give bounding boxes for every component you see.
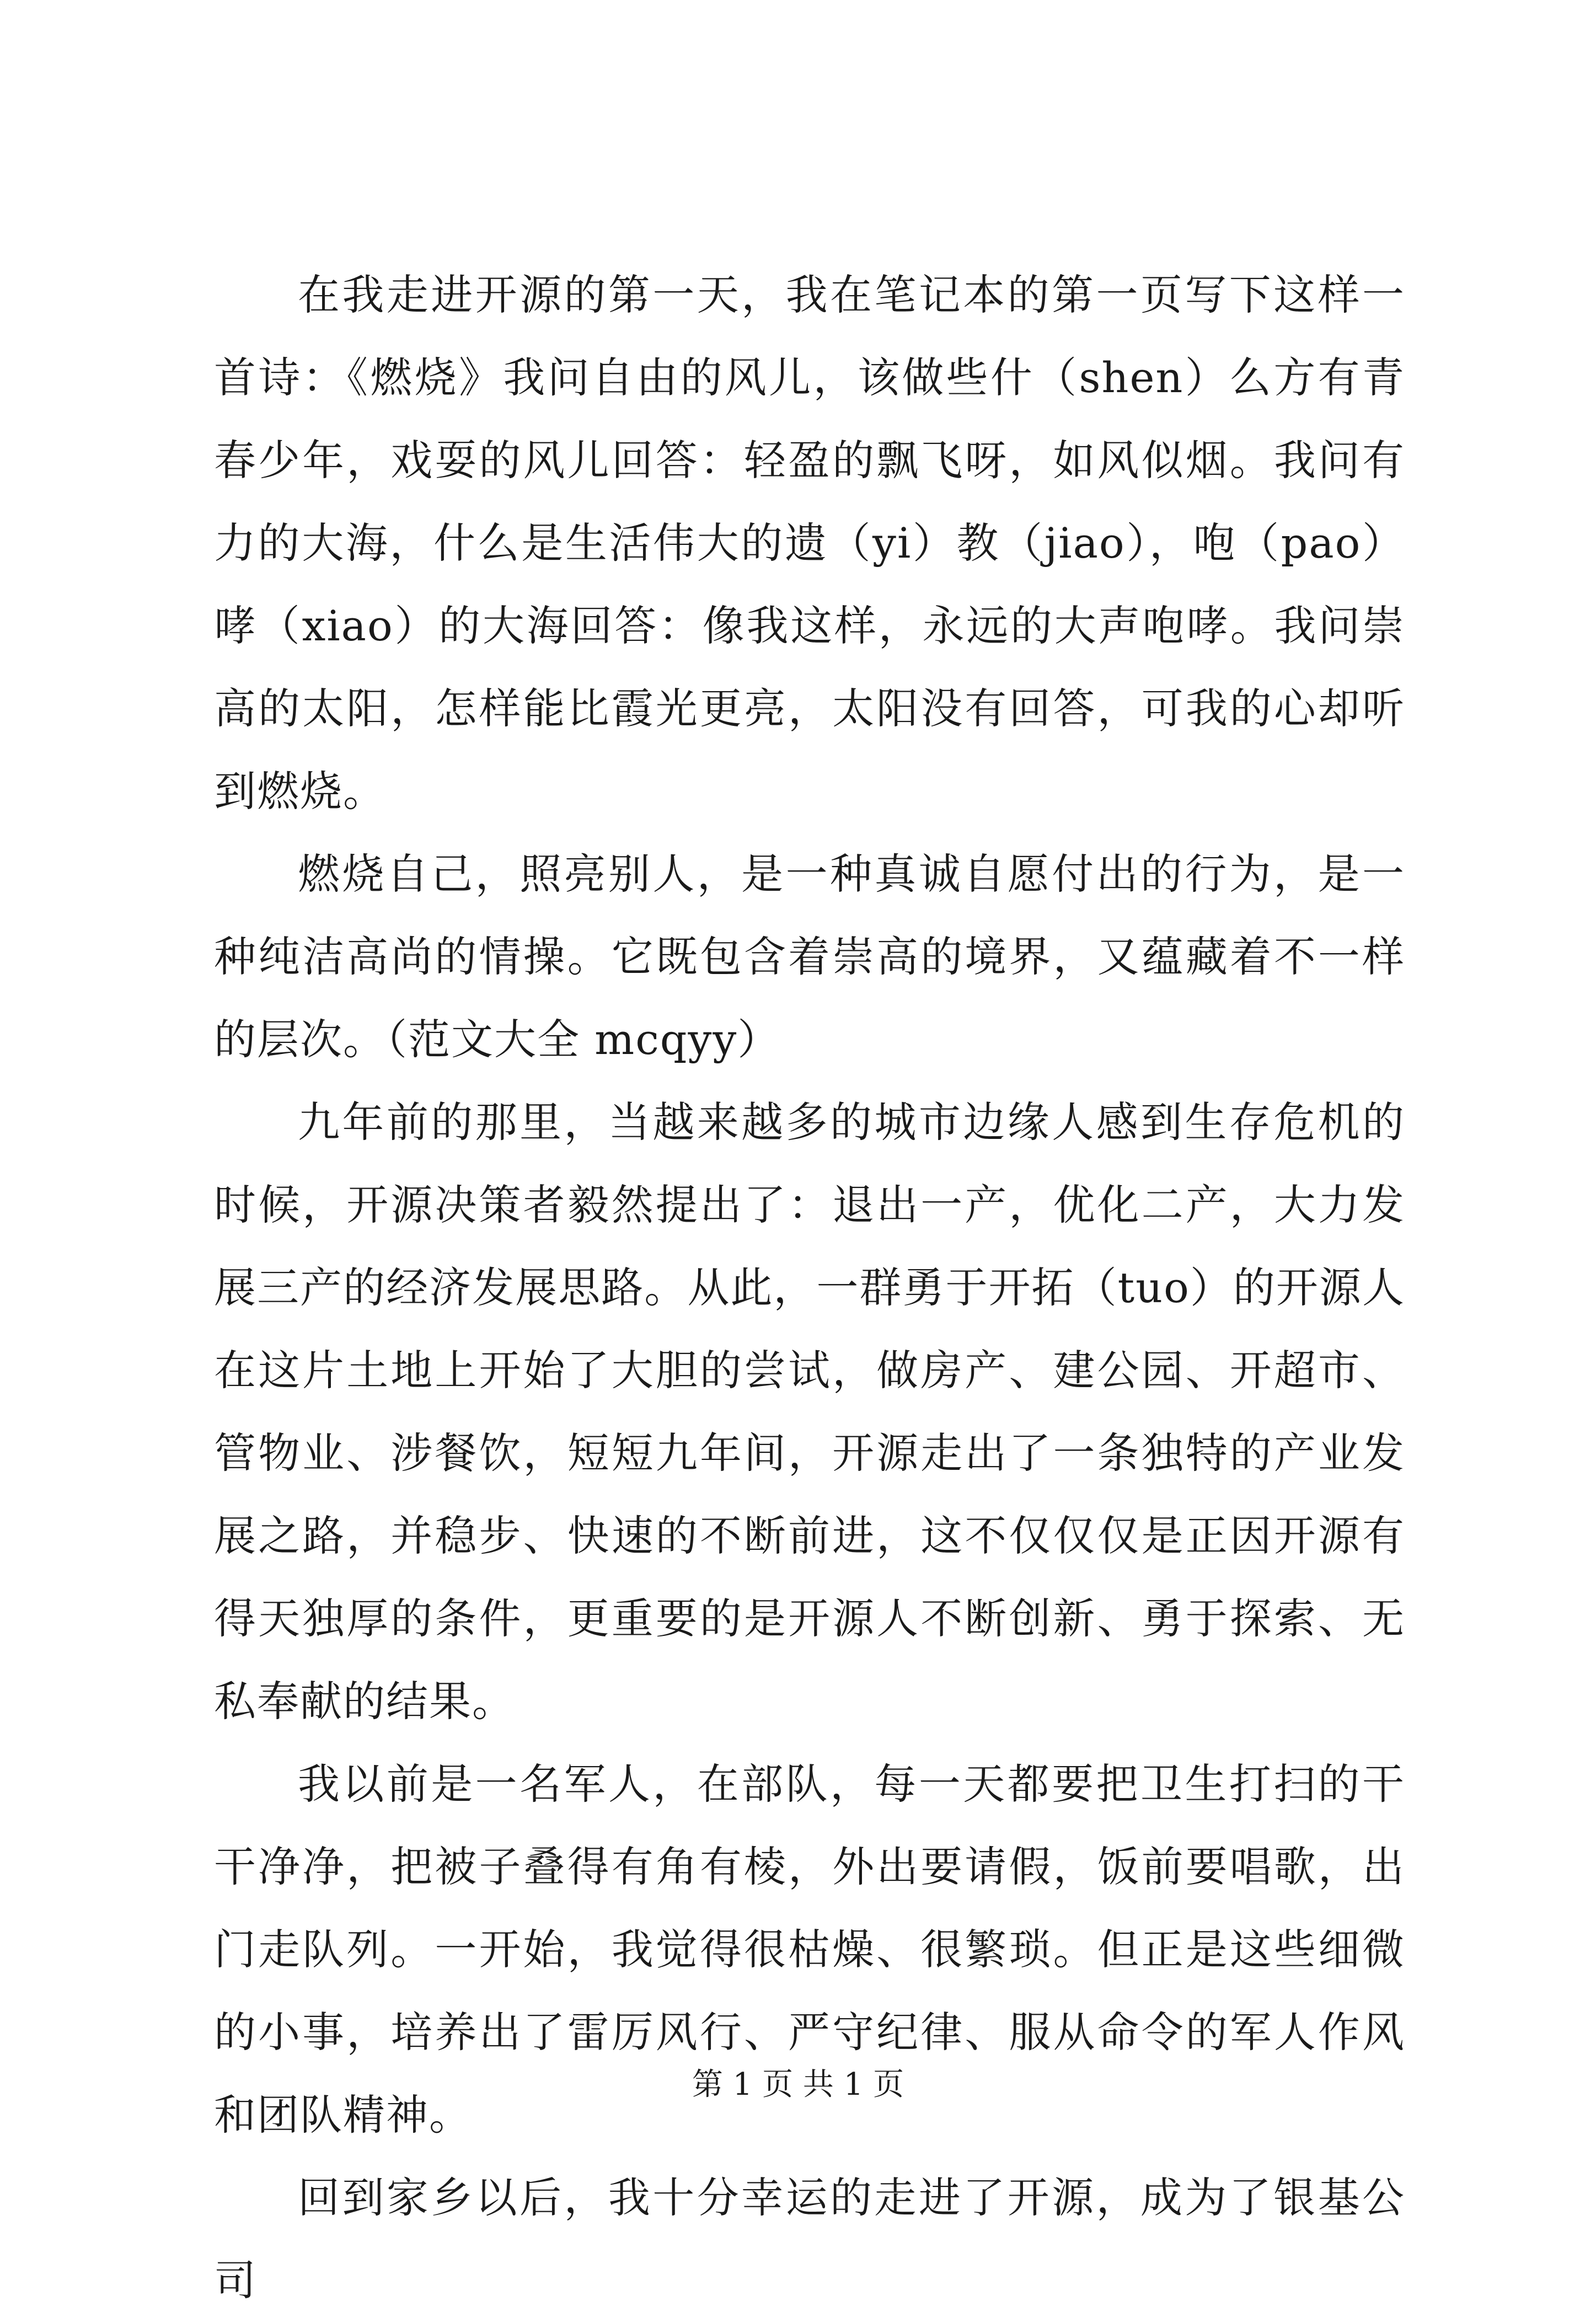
paragraph-3: 九年前的那里，当越来越多的城市边缘人感到生存危机的时候，开源决策者毅然提出了：退出一产，优化二产，大力发展三产的经济发展思路。从此，一群勇于开拓（tuo）的开源人在这片土地上开始了大胆的尝试，做房产、建公园、开超市、管物业、涉餐饮，短短九年间，开源走出了一条独特的产业发展之路，并稳步、快速的不断前进，这不仅仅仅是正因开源有得天独厚的条件，更重要的是开源人不断创新、勇于探索、无私奉献的结果。 <box>214 1098 1405 1726</box>
paragraph-4: 我以前是一名军人，在部队，每一天都要把卫生打扫的干干净净，把被子叠得有角有棱，外出要请假，饭前要唱歌，出门走队列。一开始，我觉得很枯燥、很繁琐。但正是这些细微的小事，培养出了雷厉风行、严守纪律、服从命令的军人作风和团队精神。 <box>214 1759 1405 2139</box>
page-footer <box>0 2063 1596 2107</box>
paragraph-1: 在我走进开源的第一天，我在笔记本的第一页写下这样一首诗：《燃烧》我问自由的风儿，该做些什（shen）么方有青春少年，戏耍的风儿回答：轻盈的飘飞呀，如风似烟。我问有力的大海，什么是生活伟大的遗（yi）教（jiao），咆（pao）哮（xiao）的大海回答：像我这样，永远的大声咆哮。我问崇高的太阳，怎样能比霞光更亮，太阳没有回答，可我的心却听到燃烧。 <box>214 270 1405 816</box>
paragraph-2: 燃烧自己，照亮别人，是一种真诚自愿付出的行为，是一种纯洁高尚的情操。它既包含着崇高的境界，又蕴藏着不一样的层次。（范文大全 mcqyy） <box>214 849 1405 1064</box>
page-number-label: 第 1 页 共 1 页 <box>692 2067 904 2102</box>
document-body <box>214 254 1405 2322</box>
paragraph-5: 回到家乡以后，我十分幸运的走进了开源，成为了银基公司 <box>214 2173 1405 2305</box>
